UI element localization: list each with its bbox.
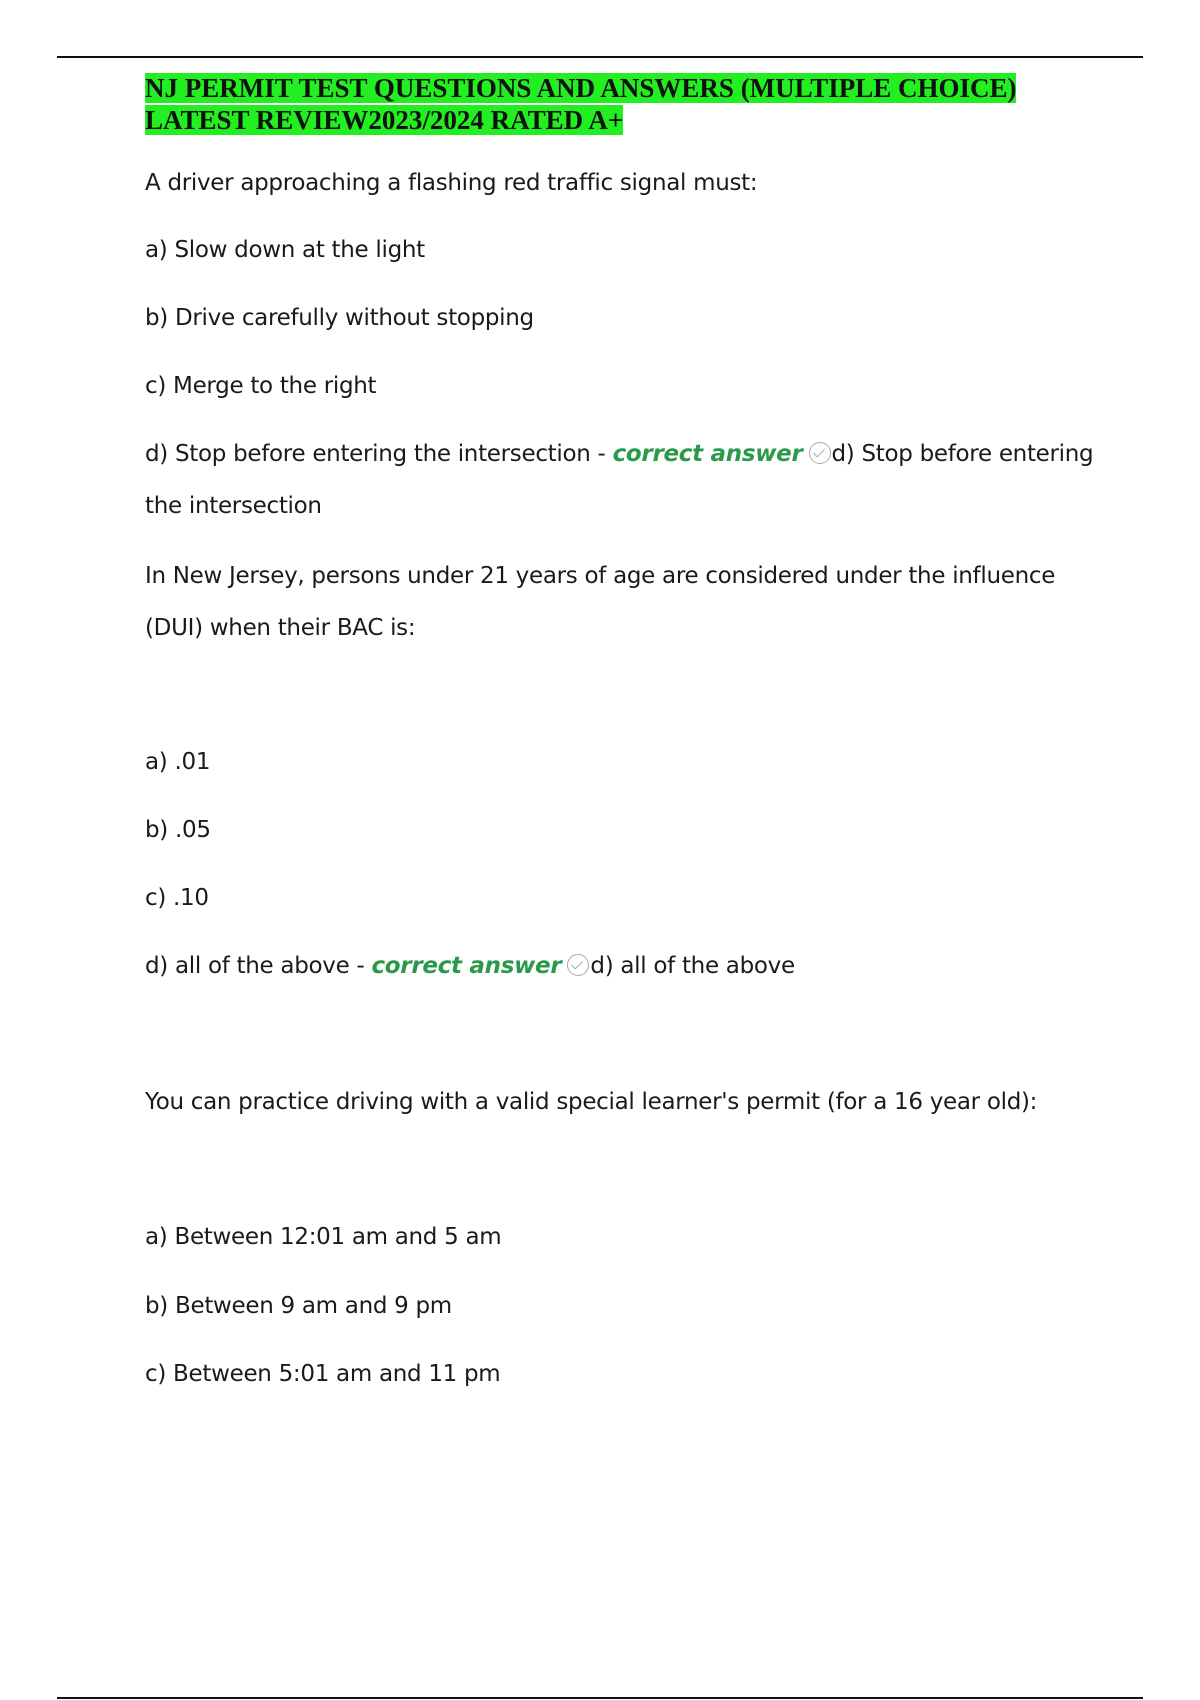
question-2-answer-text: d) all of the above [590,953,795,979]
correct-answer-label: correct answer [612,441,803,467]
check-circle-icon [809,442,831,464]
question-2-option-b: b) .05 [145,817,211,843]
question-1-option-c: c) Merge to the right [145,373,377,399]
title-line-2: LATEST REVIEW2023/2024 RATED A+ [145,105,624,135]
top-rule [57,56,1143,58]
question-2-option-c: c) .10 [145,885,209,911]
question-3-option-c: c) Between 5:01 am and 11 pm [145,1361,501,1387]
question-1-prompt: A driver approaching a flashing red traffic signal must: [145,170,758,196]
check-circle-icon [567,954,589,976]
question-2-option-d: d) all of the above - [145,953,365,979]
document-title [145,72,1105,136]
question-2-answer [145,951,795,981]
title-line-1: NJ PERMIT TEST QUESTIONS AND ANSWERS (MULTIPLE CHOICE) [145,73,1017,103]
question-2-prompt: In New Jersey, persons under 21 years of age are considered under the influence (DUI) when their BAC is: [145,563,1056,641]
question-1-answer-text: d) Stop before entering the intersection [145,441,1094,519]
question-1-answer [145,428,1095,532]
correct-answer-label: correct answer [371,953,562,979]
question-1-option-a: a) Slow down at the light [145,237,425,263]
question-3-prompt: You can practice driving with a valid special learner's permit (for a 16 year old): [145,1089,1038,1115]
bottom-rule [57,1697,1143,1699]
question-1-option-d: d) Stop before entering the intersection - [145,441,606,467]
question-2-option-a: a) .01 [145,749,211,775]
question-1-option-b: b) Drive carefully without stopping [145,305,534,331]
question-3-option-b: b) Between 9 am and 9 pm [145,1293,452,1319]
question-3-option-a: a) Between 12:01 am and 5 am [145,1224,502,1250]
